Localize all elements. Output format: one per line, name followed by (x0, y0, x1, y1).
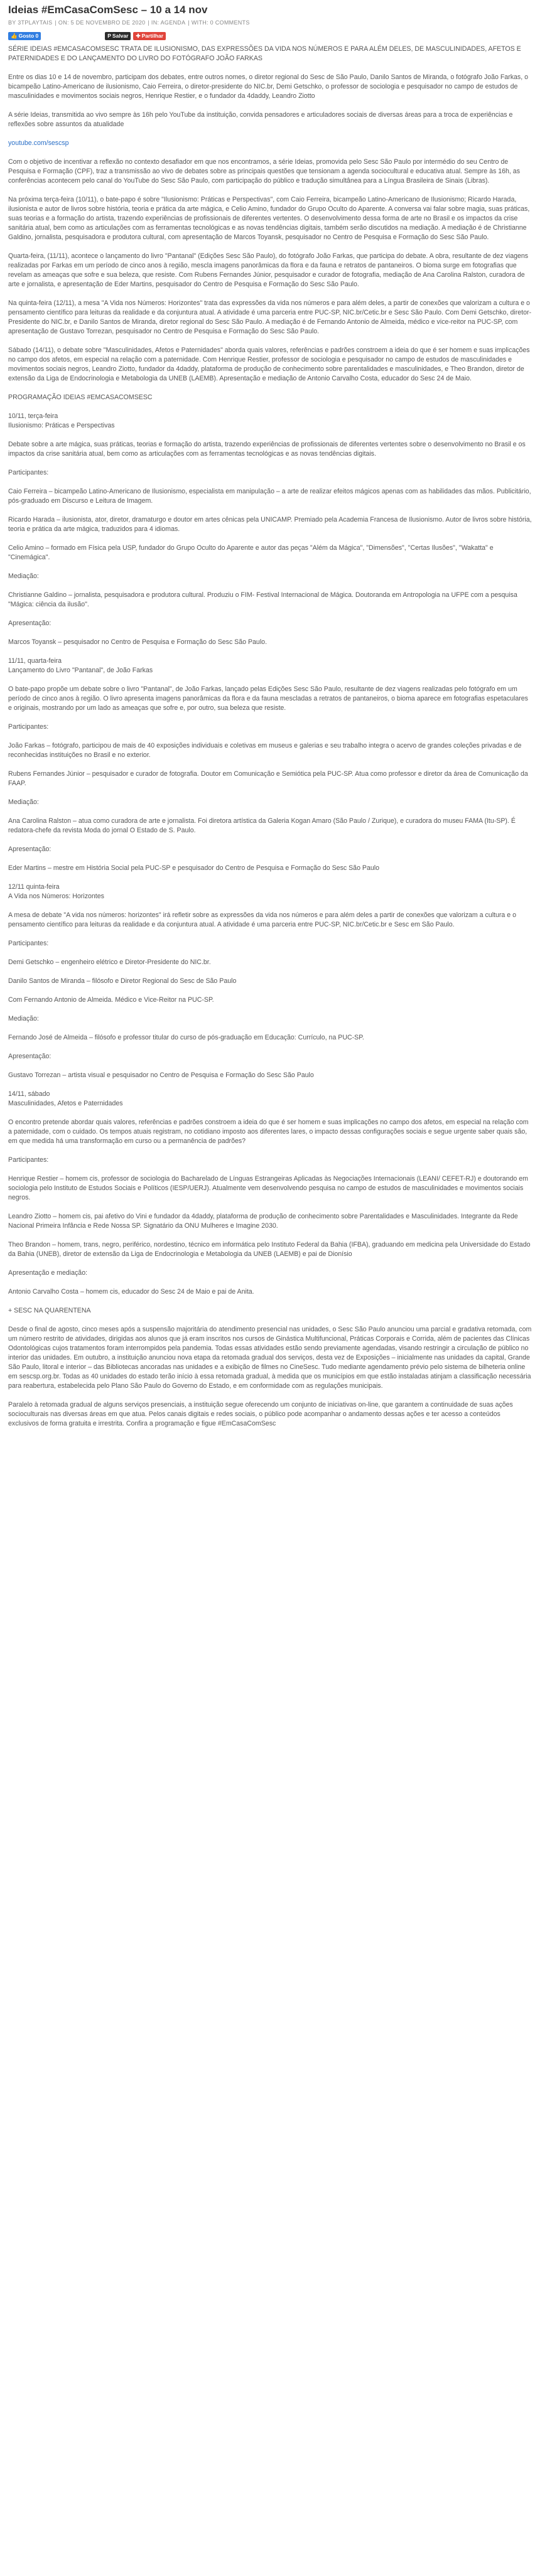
article-paragraph: PROGRAMAÇÃO IDEIAS #EMCASACOMSESC (8, 394, 153, 401)
article-paragraph: O encontro pretende abordar quais valores, referências e padrões constroem a ideia do que é ser homem e suas implicações no campo dos afetos, em especial na relação com a paternidade, com o cuidado. Os tempos atuais registram, no cotidiano imposto aos diferentes lares, o impacto dessas configurações sociais e segue urgente saber quais são, em que medida há uma transformação em curso ou a permanência de padrões? (8, 1119, 529, 1145)
article-paragraph: Mediação: (8, 572, 39, 580)
paragraph-gap (8, 289, 533, 299)
article-paragraph: Participantes: (8, 1156, 49, 1164)
paragraph-gap (8, 148, 533, 158)
article-paragraph: Quarta-feira, (11/11), acontece o lançamento do livro "Pantanal" (Edições Sesc São Paulo), do fotógrafo João Farkas, que participa do debate. A obra, resultante de dez viagens realizadas por Farkas em um período de cinco anos à região, mescla imagens panorâmicas da flora e da fauna e retratos de pantaneiros. O bioma surge em fotografias que revelam as ameaças que sofre e sua beleza, que resiste. Com Rubens Fernandes Júnior, pesquisador e curador de fotografia, mediação de Ana Carolina Ralston, curadora de arte e jornalista, e apresentação de Eder Martins, pesquisador do Centro de Pesquisa e Formação do Sesc São Paulo. (8, 252, 529, 288)
paragraph-gap (8, 562, 533, 572)
pin-icon: P (107, 32, 111, 39)
article-paragraph: 14/11, sábado (8, 1090, 50, 1098)
article-paragraph: Caio Ferreira – bicampeão Latino-Americano de Ilusionismo, especialista em manipulação – a arte de realizar efeitos mágicos apenas com as habilidades das mãos. Publicitário, pós-graduado em Discurso e Leitura de Imagem. (8, 488, 531, 505)
meta-category: IN: AGENDA (151, 19, 186, 26)
article-paragraph: Com Fernando Antonio de Almeida. Médico e Vice-Reitor na PUC-SP. (8, 996, 214, 1004)
article-paragraph: Mediação: (8, 1015, 39, 1022)
article-paragraph: Leandro Ziotto – homem cis, pai afetivo do Vini e fundador da 4daddy, plataforma de produção de conhecimento sobre Parentalidades e Masculinidades. Integrante da Rede Nacional Primeira Infância e Rede Nossa SP. Signatário da ONU Mulheres e Imagine 2030. (8, 1213, 518, 1230)
paragraph-gap (8, 1146, 533, 1156)
article-paragraph: Antonio Carvalho Costa – homem cis, educador do Sesc 24 de Maio e pai de Anita. (8, 1288, 254, 1296)
paragraph-gap (8, 675, 533, 685)
paragraph-gap (8, 534, 533, 544)
article-paragraph: Entre os dias 10 e 14 de novembro, participam dos debates, entre outros nomes, o diretor regional do Sesc de São Paulo, Danilo Santos de Miranda, o fotógrafo João Farkas, o bicampeão Latino-Americano de ilusionismo, Caio Ferreira, o diretor-presidente do NIC.br, Demi Getschko, o professor de sociologia e pesquisador no campo de estudos de masculinidades e movimentos sociais negros, Henrique Restier, e o fundador da 4daddy, Leandro Ziotto (8, 73, 528, 100)
paragraph-gap (8, 628, 533, 638)
article-paragraph: Mediação: (8, 798, 39, 806)
paragraph-gap (8, 402, 533, 412)
article-paragraph: Paralelo à retomada gradual de alguns serviços presenciais, a instituição segue oferecendo um conjunto de iniciativas on-line, que garantem a continuidade de suas ações socioculturais nas diversas áreas em que atua. Pelos canais digitais e redes sociais, o público pode acompanhar o andamento dessas ações e ter acesso a conteúdos exclusivos de forma gratuita e irrestrita. Confira a programação e figue #EmCasaComSesc (8, 1401, 513, 1427)
meta-comments[interactable]: WITH: 0 COMMENTS (191, 19, 250, 26)
paragraph-gap (8, 1024, 533, 1033)
paragraph-gap (8, 336, 533, 346)
paragraph-gap (8, 431, 533, 440)
article-paragraph: A Vida nos Números: Horizontes (8, 893, 104, 900)
article-paragraph: Na quinta-feira (12/11), a mesa "A Vida nos Números: Horizontes" trata das expressões da vida nos números e para além deles, a partir de conexões que valorizam a cultura e o pensamento científico para leituras da realidade e da conjuntura atual. A atividade é uma parceria entre PUC-SP, NIC.br/Cetic.br e Sesc São Paulo. Com Demi Getschko, diretor-Presidente do NIC.br, e Danilo Santos de Miranda, diretor regional do Sesc São Paulo. A mediação é de Fernando Antonio de Almeida, médico e vice-reitor na PUC-SP, com apresentação de Gustavo Torrezan, pesquisador no Centro de Pesquisa e Formação do Sesc São Paulo. (8, 299, 532, 335)
paragraph-gap (8, 1231, 533, 1240)
article-paragraph: Masculinidades, Afetos e Paternidades (8, 1100, 123, 1107)
article-paragraph: 11/11, quarta-feira (8, 657, 62, 665)
paragraph-gap (8, 506, 533, 515)
thumbs-up-icon: 👍 (11, 32, 18, 39)
paragraph-gap (8, 713, 533, 722)
article-paragraph: Debate sobre a arte mágica, suas práticas, teorias e formação do artista, trazendo experiências de profissionais de diferentes vertentes sobre o desenvolvimento no Brasil e os impactos da crise sanitária atual, bem como as articulações com as ferramentas tecnológicas e as novas tendências digitais. (8, 441, 526, 458)
paragraph-gap (8, 986, 533, 996)
article-paragraph: Ilusionismo: Práticas e Perspectivas (8, 422, 115, 429)
paragraph-gap (8, 609, 533, 619)
paragraph-gap (8, 901, 533, 911)
post-meta: BY 3TPLAYTAIS | ON: 5 DE NOVEMBRO DE 2020 | IN: AGENDA | WITH: 0 COMMENTS (8, 19, 250, 26)
article-paragraph: Theo Brandon – homem, trans, negro, periférico, nordestino, técnico em informática pelo Instituto Federal da Bahia (IFBA), graduando em medicina pela Universidade do Estado da Bahia (UNEB), diretor de extensão da Liga de Endocrinologia e Metabologia da UNEB (LAEMB) e pai de Dionísio (8, 1241, 531, 1258)
article-paragraph: Desde o final de agosto, cinco meses após a suspensão majoritária do atendimento presencial nas unidades, o Sesc São Paulo anunciou uma parcial e gradativa retomada, com um número restrito de atividades, dirigidas aos alunos que já eram inscritos nos cursos de Ginástica Multifuncional, Práticas Corporais e Corrida, além de pacientes das Clínicas Odontológicas cujos tratamentos foram interrompidos pela pandemia. Todas essas atividades estão sendo previamente agendadas, visando restringir a circulação de público no interior das unidades. Em outubro, a instituição anunciou nova etapa da retomada gradual dos serviços, desta vez de Exposições – inicialmente nas unidades da capital, Grande São Paulo, litoral e interior – das Bibliotecas ancoradas nas unidades e a exibição de filmes no CineSesc. Tudo mediante agendamento prévio pelo sistema de bilheteria online em sescsp.org.br. Todas as 40 unidades do estado terão início à essa retomada gradual, à medida que os municípios em que estão instaladas atinjam a classificação necessária para reabertura, estabelecida pelo Plano São Paulo do Governo do Estado, e em conformidade com as regulações municipais. (8, 1326, 532, 1390)
share-bar (8, 31, 533, 40)
article-paragraph: Apresentação e mediação: (8, 1269, 88, 1277)
article-paragraph: A série Ideias, transmitida ao vivo sempre às 16h pelo YouTube da instituição, convida pensadores e articuladores sociais de diversas áreas para a troca de experiências e reflexões sobre assuntos da atualidade (8, 111, 513, 128)
link-paragraph (8, 139, 533, 148)
article-paragraph: Celio Amino – formado em Física pela USP, fundador do Grupo Oculto do Aparente e autor das peças "Além da Mágica", "Dimensões", "Certas Ilusões", "Wakatta" e "Cinemágica". (8, 544, 494, 561)
paragraph-gap (8, 1278, 533, 1287)
article-paragraph: 10/11, terça-feira (8, 412, 58, 420)
article-paragraph: Rubens Fernandes Júnior – pesquisador e curador de fotografia. Doutor em Comunicação e Semiótica pela PUC-SP. Atua como professor e diretor da área de Comunicação da FAAP. (8, 770, 528, 787)
paragraph-gap (8, 63, 533, 73)
share-button[interactable]: ✚ Partilhar (133, 32, 166, 40)
paragraph-gap (8, 967, 533, 977)
paragraph-gap (8, 1391, 533, 1400)
article-paragraph: Ana Carolina Ralston – atua como curadora de arte e jornalista. Foi diretora artística da Galeria Kogan Amaro (São Paulo / Zurique), e curadora do museu FAMA (Itu-SP). É redatora-chefe da revista Moda do jornal O Estado de S. Paulo. (8, 817, 516, 834)
meta-author: BY 3TPLAYTAIS (8, 19, 53, 26)
facebook-like-button[interactable]: 👍 Gosto 0 (8, 32, 41, 40)
paragraph-gap (8, 1316, 533, 1325)
paragraph-gap (8, 854, 533, 864)
meta-date: ON: 5 DE NOVEMBRO DE 2020 (58, 19, 146, 26)
paragraph-gap (8, 384, 533, 393)
article-paragraph: A mesa de debate "A vida nos números: horizontes" irá refletir sobre as expressões da vida nos números e para além deles a partir de conexões que valorizam a cultura e o pensamento científico para leituras da realidade e da conjuntura atual. A atividade é uma parceria entre PUC-SP, NIC.br/Cetic.br e Sesc em São Paulo. (8, 911, 516, 928)
paragraph-gap (8, 930, 533, 939)
article-paragraph: Lançamento do Livro "Pantanal", de João Farkas (8, 667, 153, 674)
paragraph-gap (8, 242, 533, 252)
youtube-link[interactable]: youtube.com/sescsp (8, 139, 69, 147)
paragraph-gap (8, 1259, 533, 1269)
paragraph-gap (8, 1203, 533, 1212)
paragraph-gap (8, 760, 533, 770)
paragraph-gap (8, 788, 533, 798)
paragraph-gap (8, 129, 533, 139)
paragraph-gap (8, 873, 533, 883)
share-icon: ✚ (136, 32, 141, 39)
post-title: Ideias #EmCasaComSesc – 10 a 14 nov (8, 4, 208, 16)
paragraph-gap (8, 1165, 533, 1174)
article-paragraph: Henrique Restier – homem cis, professor de sociologia do Bacharelado de Línguas Estrangeiras Aplicadas às Negociações Internacionais (LEANI/ CEFET-RJ) e doutorando em sociologia pelo Instituto de Estudos Sociais e Políticos (IESP/UERJ). Atualmente vem desenvolvendo pesquisa no campo de estudos de masculinidades e movimentos sociais negros. (8, 1175, 528, 1201)
paragraph-gap (8, 948, 533, 958)
article-paragraph: 12/11 quinta-feira (8, 883, 60, 891)
pinterest-save-button[interactable]: P Salvar (105, 32, 131, 40)
article-paragraph: Eder Martins – mestre em História Social pela PUC-SP e pesquisador do Centro de Pesquisa e Formação do Sesc São Paulo (8, 864, 379, 872)
article-paragraph: Demi Getschko – engenheiro elétrico e Diretor-Presidente do NIC.br. (8, 958, 211, 966)
article-body (8, 45, 533, 1429)
article-paragraph: Participantes: (8, 940, 49, 947)
paragraph-gap (8, 1061, 533, 1071)
article-paragraph: Ricardo Harada – ilusionista, ator, diretor, dramaturgo e doutor em artes cênicas pela UNICAMP. Premiado pela Academia Francesa de Ilusionismo. Autor de livros sobre história, teoria e prática da arte mágica, traduzidos para 4 idiomas. (8, 516, 532, 533)
article-paragraph: Marcos Toyansk – pesquisador no Centro de Pesquisa e Formação do Sesc São Paulo. (8, 638, 268, 646)
paragraph-gap (8, 647, 533, 657)
paragraph-gap (8, 807, 533, 817)
article-paragraph: + SESC NA QUARENTENA (8, 1307, 91, 1314)
article-paragraph: Apresentação: (8, 1053, 51, 1060)
paragraph-gap (8, 1043, 533, 1052)
paragraph-gap (8, 478, 533, 487)
paragraph-gap (8, 101, 533, 110)
paragraph-gap (8, 186, 533, 195)
paragraph-gap (8, 1005, 533, 1014)
paragraph-gap (8, 581, 533, 591)
article-paragraph: Participantes: (8, 723, 49, 731)
article-paragraph: Com o objetivo de incentivar a reflexão no contexto desafiador em que nos encontramos, a série Ideias, promovida pelo Sesc São Paulo por intermédio do seu Centro de Pesquisa e Formação (CPF), traz a transmissão ao vivo de debates sobre as principais questões que tensionam a agenda sociocultural e educativa atual. Sempre às 16h, as conferências acontecem pelo canal do YouTube do Sesc São Paulo, com participação do público e tradução simultânea para a Língua Brasileira de Sinais (Libras). (8, 158, 520, 185)
article-paragraph: Christianne Galdino – jornalista, pesquisadora e produtora cultural. Produziu o FIM- Festival Internacional de Mágica. Doutoranda em Antropologia na UFPE com a pesquisa "Mágica: ciência da ilusão". (8, 591, 517, 608)
paragraph-gap (8, 835, 533, 845)
paragraph-gap (8, 1297, 533, 1306)
article-paragraph: João Farkas – fotógrafo, participou de mais de 40 exposições individuais e coletivas em museus e galerias e seu trabalho integra o acervo de grandes coleções privadas e de reconhecidas instituições no Brasil e no exterior. (8, 742, 522, 759)
article-paragraph: O bate-papo propõe um debate sobre o livro "Pantanal", de João Farkas, lançado pelas Edições Sesc São Paulo, resultante de dez viagens realizadas pelo fotógrafo em um período de cinco anos à região. O livro apresenta imagens panorâmicas da flora e da fauna mescladas a retratos de pantaneiros, o bioma aparece em fotografias espetaculares e originais, mostrando por um lado as ameaças que sofre e, por outro, sua beleza que resiste. (8, 685, 528, 712)
article-paragraph: Fernando José de Almeida – filósofo e professor titular do curso de pós-graduação em Educação: Currículo, na PUC-SP. (8, 1034, 364, 1041)
paragraph-gap (8, 1080, 533, 1090)
article-paragraph: Na próxima terça-feira (10/11), o bate-papo é sobre "Ilusionismo: Práticas e Perspectivas", com Caio Ferreira, bicampeão Latino-Americano de Ilusionismo; Ricardo Harada, ilusionista e autor de livros sobre história, teoria e prática da arte mágica, e Celio Amino, fundador do Grupo Oculto do Aparente. A conversa vai falar sobre magia, suas práticas, suas teorias e a formação do artista, trazendo experiências de profissionais de diferentes vertentes. O desenvolvimento dessa forma de arte no Brasil e os impactos da crise sanitária atual, bem como as articulações com as ferramentas tecnológicas e as novas tendências digitais, também serão discutidos na mediação. A mediação é de Christianne Galdino, jornalista, pesquisadora e produtora cultural, com apresentação de Marcos Toyansk, pesquisador no Centro de Pesquisa e Formação do Sesc São Paulo. (8, 196, 530, 241)
article-paragraph: Apresentação: (8, 845, 51, 853)
article-paragraph: SÉRIE IDEIAS #EMCASACOMSESC TRATA DE ILUSIONISMO, DAS EXPRESSÕES DA VIDA NOS NÚMEROS E PARA ALÉM DELES, DE MASCULINIDADES, AFETOS E PATERNIDADES E DO LANÇAMENTO DO LIVRO DO FOTÓGRAFO JOÃO FARKAS (8, 45, 521, 62)
paragraph-gap (8, 732, 533, 741)
article-paragraph: Participantes: (8, 469, 49, 476)
article-paragraph: Gustavo Torrezan – artista visual e pesquisador no Centro de Pesquisa e Formação do Sesc São Paulo (8, 1071, 314, 1079)
article-paragraph: Apresentação: (8, 620, 51, 627)
article-paragraph: Sábado (14/11), o debate sobre "Masculinidades, Afetos e Paternidades" aborda quais valores, referências e padrões constroem a ideia do que é ser homem e suas implicações no campo dos afetos, em especial na relação com a paternidade. Com Henrique Restier, professor de sociologia e pesquisador no campo de estudos de masculinidades e movimentos sociais negros, Leandro Ziotto, fundador da 4daddy, plataforma de produção de conhecimento sobre parentalidades e masculinidades, e Theo Brandon, diretor de extensão da Liga de Endocrinologia e Metabologia da UNEB (LAEMB). Apresentação e mediação de Antonio Carvalho Costa, educador do Sesc 24 de Maio. (8, 346, 530, 382)
paragraph-gap (8, 1108, 533, 1118)
paragraph-gap (8, 459, 533, 468)
article-paragraph: Danilo Santos de Miranda – filósofo e Diretor Regional do Sesc de São Paulo (8, 977, 237, 985)
